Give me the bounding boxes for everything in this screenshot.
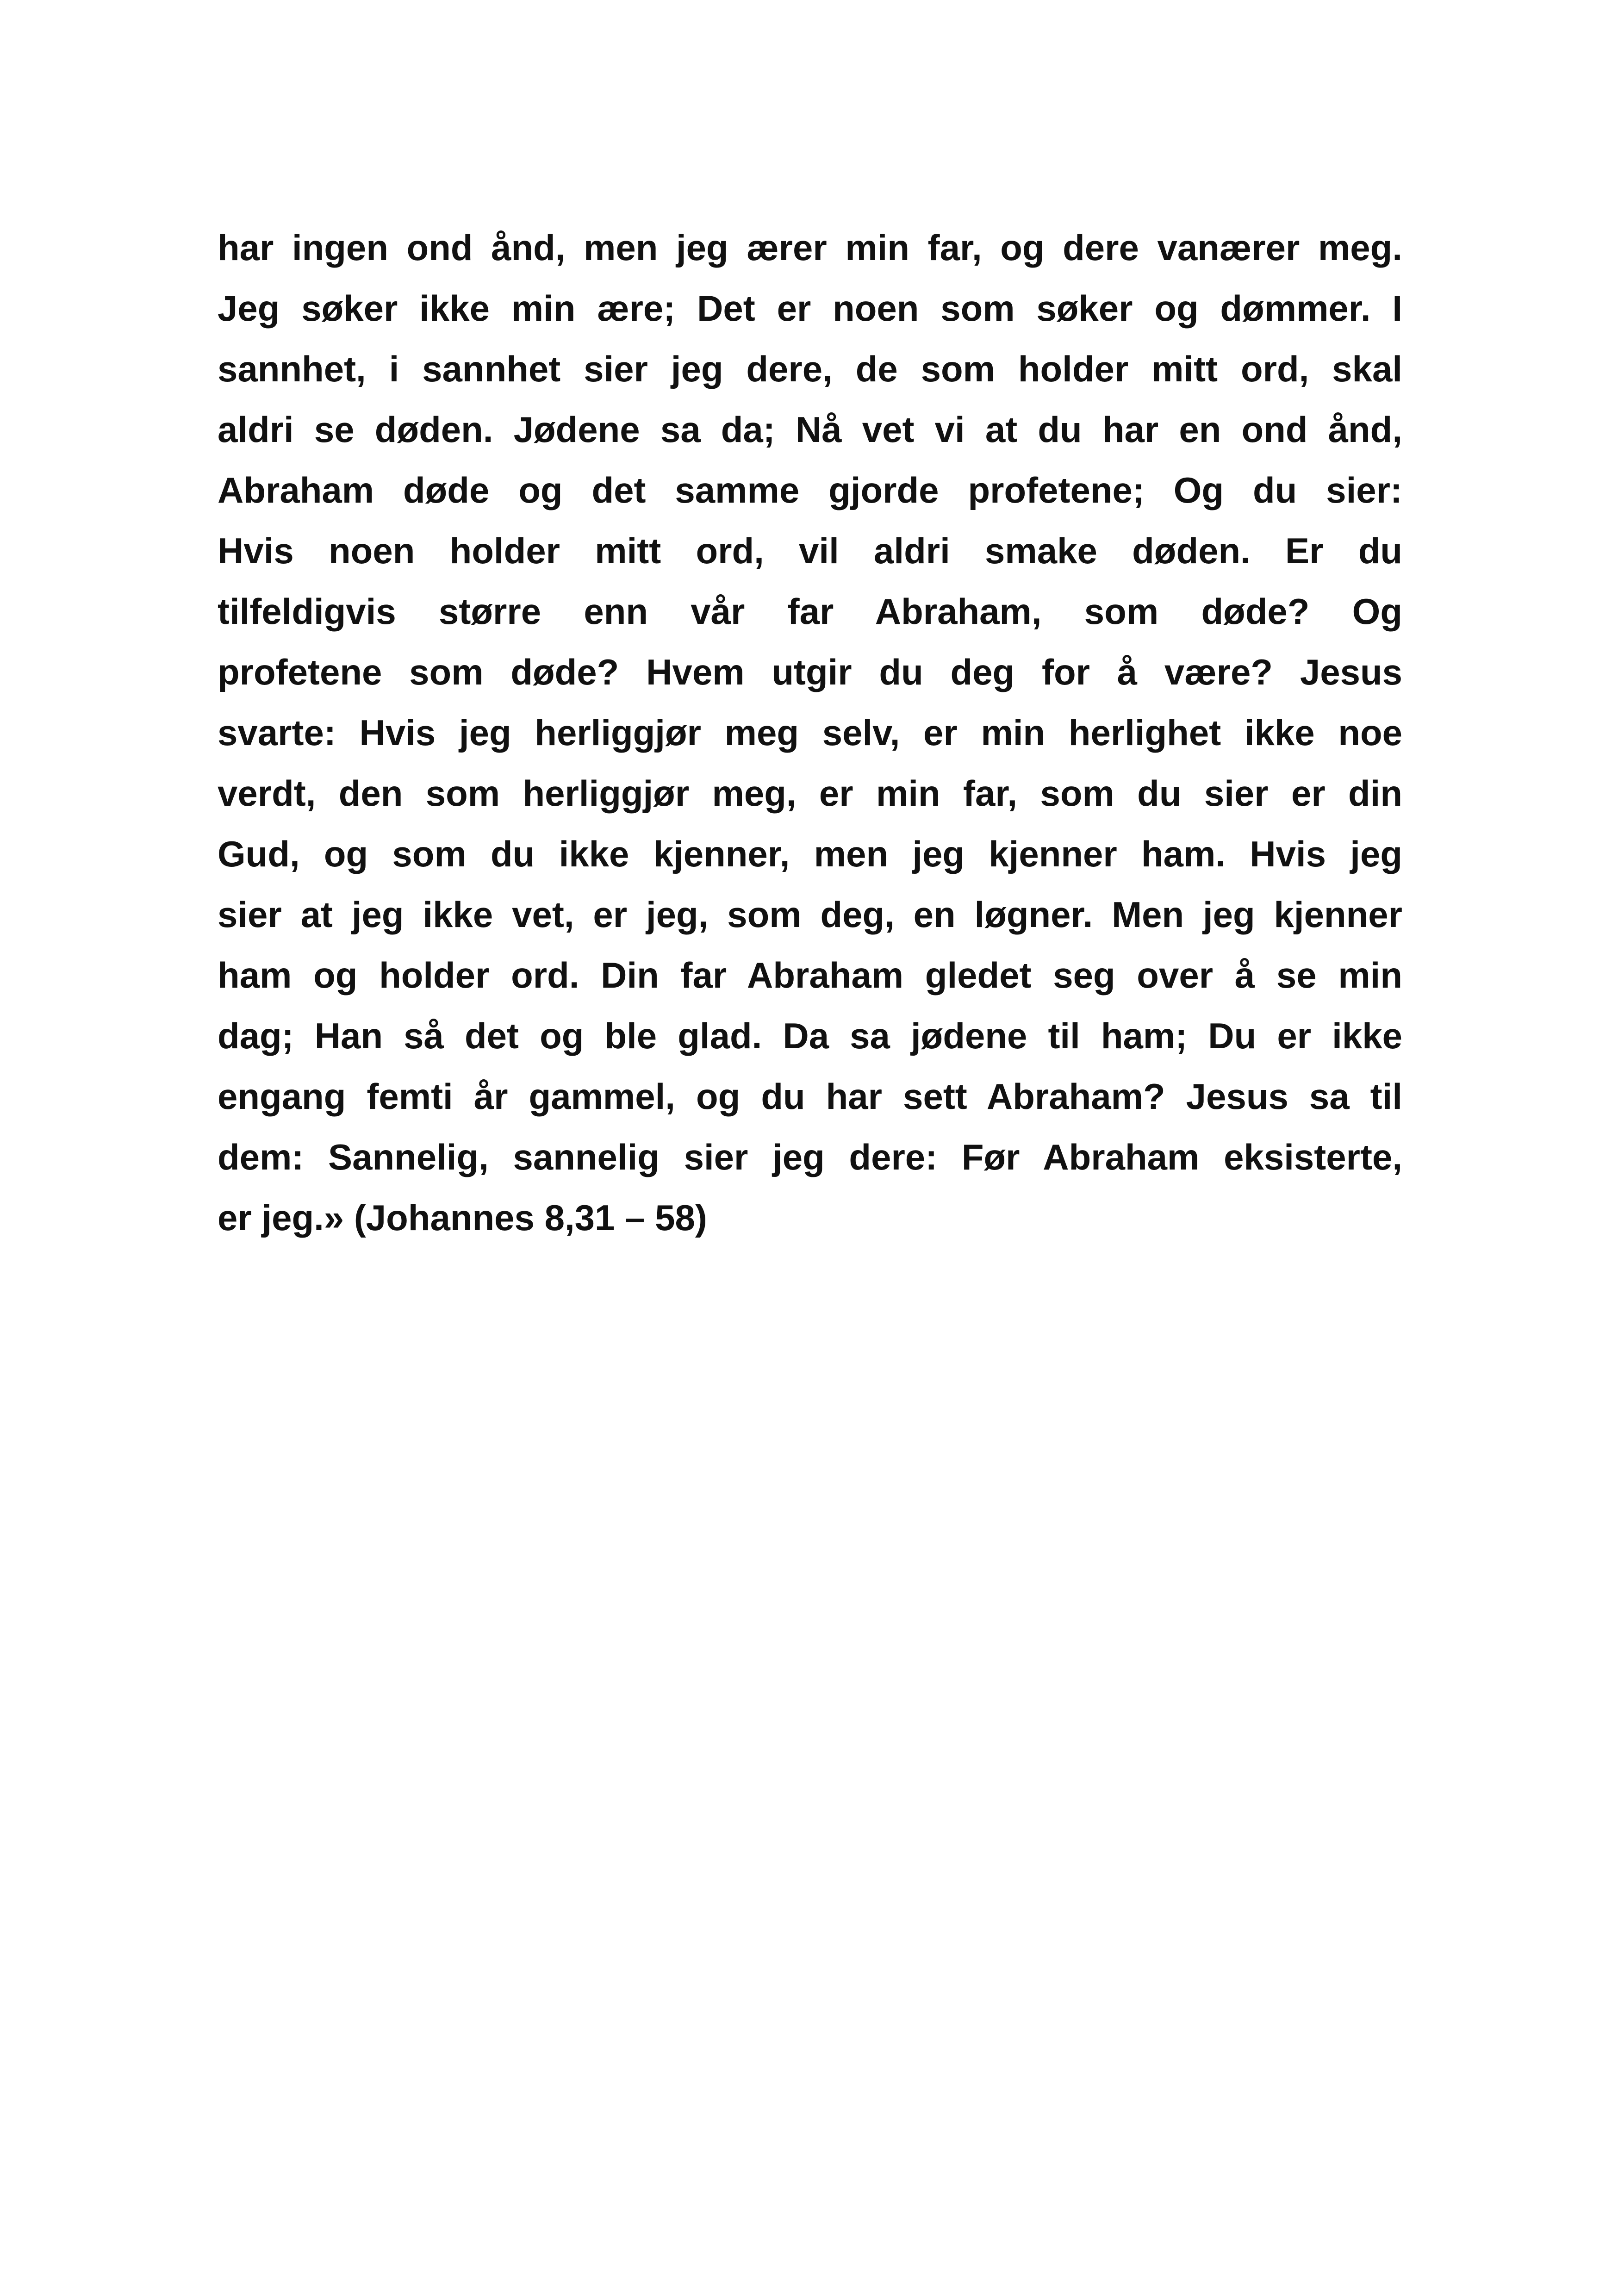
- text-line: dag; Han så det og ble glad. Da sa jødene til ham; Du er ikke: [218, 1015, 1402, 1056]
- text-line-last: er jeg.» (Johannes 8,31 – 58): [218, 1197, 707, 1238]
- text-line: tilfeldigvis større enn vår far Abraham, som døde? Og: [218, 591, 1402, 632]
- text-line: aldri se døden. Jødene sa da; Nå vet vi at du har en ond ånd,: [218, 409, 1402, 450]
- body-text: [218, 218, 1402, 1248]
- text-line: sier at jeg ikke vet, er jeg, som deg, en løgner. Men jeg kjenner: [218, 894, 1402, 935]
- text-line: Hvis noen holder mitt ord, vil aldri smake døden. Er du: [218, 530, 1402, 571]
- text-line: Jeg søker ikke min ære; Det er noen som søker og dømmer. I: [218, 288, 1402, 329]
- text-line: Gud, og som du ikke kjenner, men jeg kjenner ham. Hvis jeg: [218, 834, 1402, 874]
- text-line: verdt, den som herliggjør meg, er min far, som du sier er din: [218, 773, 1402, 814]
- text-line: sannhet, i sannhet sier jeg dere, de som holder mitt ord, skal: [218, 348, 1402, 389]
- text-line: dem: Sannelig, sannelig sier jeg dere: Før Abraham eksisterte,: [218, 1137, 1402, 1177]
- text-line: svarte: Hvis jeg herliggjør meg selv, er min herlighet ikke noe: [218, 712, 1402, 753]
- text-line: har ingen ond ånd, men jeg ærer min far, og dere vanærer meg.: [218, 227, 1402, 268]
- text-line: engang femti år gammel, og du har sett Abraham? Jesus sa til: [218, 1076, 1402, 1117]
- text-line: Abraham døde og det samme gjorde profetene; Og du sier:: [218, 470, 1402, 510]
- text-line: ham og holder ord. Din far Abraham gledet seg over å se min: [218, 955, 1402, 996]
- text-line: profetene som døde? Hvem utgir du deg for å være? Jesus: [218, 652, 1402, 692]
